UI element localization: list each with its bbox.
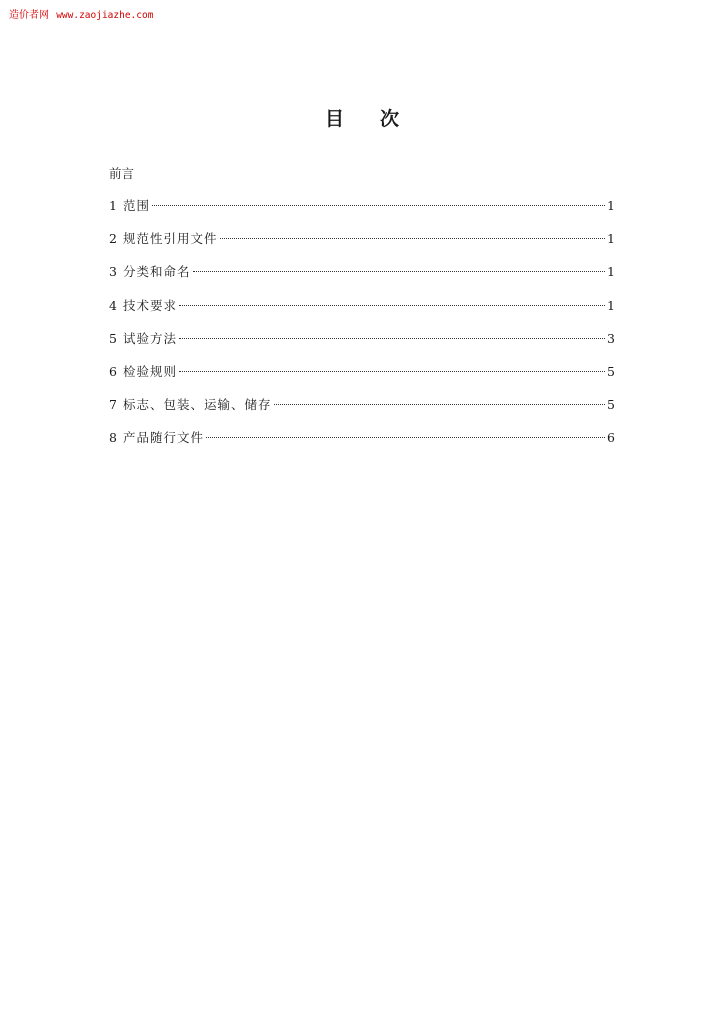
toc-item-label: 试验方法 xyxy=(123,330,178,346)
toc-item[interactable] xyxy=(109,395,615,428)
toc-leader-dots xyxy=(179,338,605,339)
toc-item-page: 1 xyxy=(607,231,615,247)
toc-item-number: 7 xyxy=(109,397,117,413)
toc-item-number: 1 xyxy=(109,198,117,213)
watermark-site[interactable]: www.zaojiazhe.com xyxy=(56,10,154,21)
toc-item[interactable] xyxy=(109,262,615,295)
toc-item-label: 规范性引用文件 xyxy=(123,231,218,247)
toc-item-page: 3 xyxy=(607,330,615,346)
toc-list xyxy=(109,196,615,462)
toc-leader-dots xyxy=(274,404,606,405)
toc-item[interactable] xyxy=(109,428,615,461)
watermark-name: 造价者网 xyxy=(9,10,49,21)
toc-item-page: 1 xyxy=(607,297,615,313)
watermark xyxy=(9,6,153,21)
toc-item-label: 范围 xyxy=(123,198,151,213)
toc-item-page: 1 xyxy=(607,264,615,280)
toc-item-number: 3 xyxy=(109,264,117,280)
toc-item[interactable] xyxy=(109,329,615,362)
toc-item-label: 检验规则 xyxy=(123,363,178,379)
toc-item-label: 技术要求 xyxy=(123,297,178,313)
toc-item-number: 8 xyxy=(109,430,117,446)
toc-leader-dots xyxy=(179,371,605,372)
toc-item-number: 6 xyxy=(109,363,117,379)
toc-item[interactable] xyxy=(109,362,615,395)
toc-item-number: 5 xyxy=(109,330,117,346)
toc-leader-dots xyxy=(193,271,606,272)
page-title: 目次 xyxy=(324,108,435,130)
toc-leader-dots xyxy=(152,205,605,206)
toc-leader-dots xyxy=(206,437,605,438)
toc-item-page: 5 xyxy=(607,397,615,413)
toc-item-page: 5 xyxy=(607,363,615,379)
toc-leader-dots xyxy=(179,305,605,306)
toc-item-page: 6 xyxy=(607,430,615,446)
toc-item[interactable] xyxy=(109,296,615,329)
toc-item-label: 产品随行文件 xyxy=(123,430,205,446)
toc-item-preface[interactable]: 前言 xyxy=(109,166,135,181)
toc-leader-dots xyxy=(220,238,606,239)
toc-item-label: 分类和命名 xyxy=(123,264,191,280)
toc-item-number: 4 xyxy=(109,297,117,313)
toc-item[interactable] xyxy=(109,196,615,229)
toc-item-page: 1 xyxy=(607,198,615,213)
toc-item-label: 标志、包装、运输、储存 xyxy=(123,397,272,413)
toc-item[interactable] xyxy=(109,229,615,262)
toc-item-number: 2 xyxy=(109,231,117,247)
